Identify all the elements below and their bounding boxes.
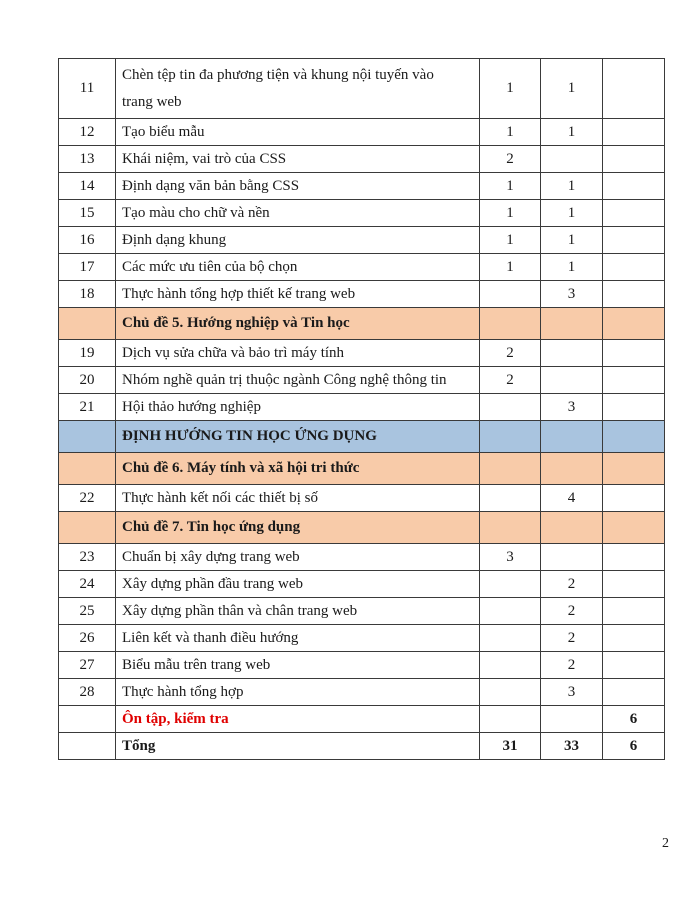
- lesson-row: [59, 59, 665, 119]
- col-a-cell: [480, 512, 541, 544]
- lesson-name: Thực hành tổng hợp: [116, 679, 480, 706]
- col-b-cell: [541, 367, 603, 394]
- col-c-cell: [603, 308, 665, 340]
- lesson-row: [59, 652, 665, 679]
- col-b-cell: 1: [541, 254, 603, 281]
- lesson-name: Thực hành tổng hợp thiết kế trang web: [116, 281, 480, 308]
- col-c-cell: [603, 512, 665, 544]
- lesson-name-line: trang web: [122, 93, 182, 110]
- col-b-cell: 2: [541, 625, 603, 652]
- col-a-cell: 3: [480, 544, 541, 571]
- lesson-row: [59, 119, 665, 146]
- col-a-cell: [480, 394, 541, 421]
- total-row: [59, 733, 665, 760]
- col-a-cell: 1: [480, 173, 541, 200]
- lesson-row: [59, 367, 665, 394]
- stt-cell: [59, 733, 116, 760]
- stt-cell: 20: [59, 367, 116, 394]
- stt-cell: 24: [59, 571, 116, 598]
- col-a-cell: [480, 571, 541, 598]
- lesson-row: [59, 571, 665, 598]
- stt-cell: 21: [59, 394, 116, 421]
- stt-cell: [59, 308, 116, 340]
- lesson-name: Biểu mẫu trên trang web: [116, 652, 480, 679]
- lesson-row: [59, 227, 665, 254]
- col-a-cell: [480, 308, 541, 340]
- col-a-cell: 2: [480, 146, 541, 173]
- col-b-cell: 4: [541, 485, 603, 512]
- stt-cell: 12: [59, 119, 116, 146]
- lesson-name: Liên kết và thanh điều hướng: [116, 625, 480, 652]
- col-a-cell: [480, 625, 541, 652]
- stt-cell: 18: [59, 281, 116, 308]
- stt-cell: 28: [59, 679, 116, 706]
- col-c-cell: [603, 281, 665, 308]
- lesson-row: [59, 485, 665, 512]
- stt-cell: 26: [59, 625, 116, 652]
- lesson-row: [59, 598, 665, 625]
- col-b-cell: 1: [541, 119, 603, 146]
- col-b-cell: [541, 453, 603, 485]
- col-a-cell: 2: [480, 340, 541, 367]
- col-c-cell: [603, 227, 665, 254]
- col-c-cell: [603, 367, 665, 394]
- col-b-cell: [541, 340, 603, 367]
- col-c-cell: [603, 571, 665, 598]
- col-a-cell: [480, 281, 541, 308]
- col-c-cell: [603, 679, 665, 706]
- col-c-cell: [603, 200, 665, 227]
- col-a-cell: [480, 652, 541, 679]
- col-c-cell: [603, 544, 665, 571]
- stt-cell: 14: [59, 173, 116, 200]
- col-b-cell: 3: [541, 281, 603, 308]
- col-a-cell: [480, 706, 541, 733]
- col-c-cell: [603, 173, 665, 200]
- stt-cell: 27: [59, 652, 116, 679]
- lesson-name: Định dạng khung: [116, 227, 480, 254]
- lesson-name: Dịch vụ sửa chữa và bảo trì máy tính: [116, 340, 480, 367]
- lesson-name: Nhóm nghề quản trị thuộc ngành Công nghệ thông tin: [116, 367, 480, 394]
- stt-cell: 19: [59, 340, 116, 367]
- topic-row: [59, 308, 665, 340]
- col-a-cell: [480, 421, 541, 453]
- col-c-cell: [603, 421, 665, 453]
- lesson-name: Tạo biểu mẫu: [116, 119, 480, 146]
- review-row: [59, 706, 665, 733]
- lesson-name: Thực hành kết nối các thiết bị số: [116, 485, 480, 512]
- col-b-cell: 3: [541, 679, 603, 706]
- col-a-cell: 1: [480, 200, 541, 227]
- col-b-cell: 33: [541, 733, 603, 760]
- stt-cell: [59, 453, 116, 485]
- stt-cell: 22: [59, 485, 116, 512]
- col-b-cell: [541, 308, 603, 340]
- lesson-name-line: Chèn tệp tin đa phương tiện và khung nội tuyến vào: [122, 66, 434, 83]
- lesson-name: Các mức ưu tiên của bộ chọn: [116, 254, 480, 281]
- col-c-cell: [603, 652, 665, 679]
- col-b-cell: [541, 512, 603, 544]
- col-b-cell: 2: [541, 598, 603, 625]
- col-b-cell: [541, 706, 603, 733]
- lesson-row: [59, 394, 665, 421]
- col-b-cell: 2: [541, 571, 603, 598]
- col-a-cell: 1: [480, 227, 541, 254]
- lesson-row: [59, 254, 665, 281]
- lesson-name: Khái niệm, vai trò của CSS: [116, 146, 480, 173]
- col-c-cell: [603, 485, 665, 512]
- col-b-cell: 1: [541, 200, 603, 227]
- topic-row: [59, 512, 665, 544]
- stt-cell: [59, 512, 116, 544]
- stt-cell: 17: [59, 254, 116, 281]
- stt-cell: 13: [59, 146, 116, 173]
- lesson-row: [59, 544, 665, 571]
- col-a-cell: [480, 598, 541, 625]
- stt-cell: 23: [59, 544, 116, 571]
- section-row: [59, 421, 665, 453]
- stt-cell: 25: [59, 598, 116, 625]
- col-b-cell: 3: [541, 394, 603, 421]
- lesson-row: [59, 146, 665, 173]
- col-b-cell: [541, 421, 603, 453]
- review-label: Ôn tập, kiểm tra: [116, 706, 480, 733]
- col-b-cell: 1: [541, 173, 603, 200]
- col-b-cell: 2: [541, 652, 603, 679]
- topic-row: [59, 453, 665, 485]
- topic-title: Chủ đề 5. Hướng nghiệp và Tin học: [116, 308, 480, 340]
- col-c-cell: [603, 453, 665, 485]
- stt-cell: [59, 421, 116, 453]
- lesson-name: Chuẩn bị xây dựng trang web: [116, 544, 480, 571]
- lesson-name: Định dạng văn bản bằng CSS: [116, 173, 480, 200]
- col-a-cell: [480, 485, 541, 512]
- lesson-name: Xây dựng phần thân và chân trang web: [116, 598, 480, 625]
- stt-cell: 15: [59, 200, 116, 227]
- stt-cell: [59, 706, 116, 733]
- col-c-cell: [603, 254, 665, 281]
- topic-title: Chủ đề 6. Máy tính và xã hội tri thức: [116, 453, 480, 485]
- lesson-name: [116, 59, 480, 119]
- lesson-name: Hội thảo hướng nghiệp: [116, 394, 480, 421]
- col-c-cell: [603, 59, 665, 119]
- col-b-cell: [541, 146, 603, 173]
- page-number: 2: [662, 836, 669, 851]
- total-label: Tổng: [116, 733, 480, 760]
- col-a-cell: [480, 679, 541, 706]
- lesson-row: [59, 625, 665, 652]
- col-c-cell: [603, 625, 665, 652]
- col-c-cell: 6: [603, 706, 665, 733]
- lesson-row: [59, 200, 665, 227]
- col-b-cell: 1: [541, 227, 603, 254]
- col-a-cell: 31: [480, 733, 541, 760]
- col-a-cell: 1: [480, 59, 541, 119]
- section-title: ĐỊNH HƯỚNG TIN HỌC ỨNG DỤNG: [116, 421, 480, 453]
- col-c-cell: [603, 340, 665, 367]
- lesson-row: [59, 173, 665, 200]
- topic-title: Chủ đề 7. Tin học ứng dụng: [116, 512, 480, 544]
- col-b-cell: 1: [541, 59, 603, 119]
- stt-cell: 16: [59, 227, 116, 254]
- col-a-cell: 2: [480, 367, 541, 394]
- col-c-cell: 6: [603, 733, 665, 760]
- lesson-row: [59, 281, 665, 308]
- curriculum-table: [58, 58, 665, 760]
- lesson-row: [59, 340, 665, 367]
- lesson-name: Tạo màu cho chữ và nền: [116, 200, 480, 227]
- col-a-cell: 1: [480, 119, 541, 146]
- lesson-name: Xây dựng phần đầu trang web: [116, 571, 480, 598]
- col-c-cell: [603, 146, 665, 173]
- col-c-cell: [603, 119, 665, 146]
- col-c-cell: [603, 394, 665, 421]
- stt-cell: 11: [59, 59, 116, 119]
- lesson-row: [59, 679, 665, 706]
- col-a-cell: [480, 453, 541, 485]
- col-c-cell: [603, 598, 665, 625]
- col-a-cell: 1: [480, 254, 541, 281]
- col-b-cell: [541, 544, 603, 571]
